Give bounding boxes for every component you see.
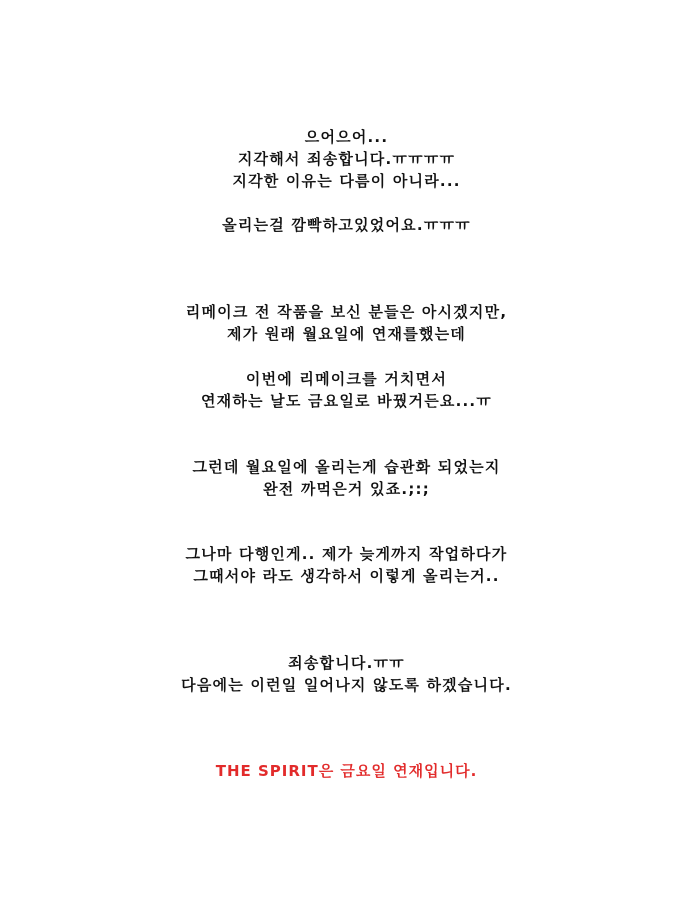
release-day-notice (0, 760, 693, 782)
text-line: 리메이크 전 작품을 보신 분들은 아시겠지만, (185, 303, 508, 321)
paragraph-late-upload (0, 543, 693, 587)
text-line: 제가 원래 월요일에 연재를했는데 (227, 325, 466, 343)
text-line: 올리는걸 깜빡하고있었어요.ㅠㅠㅠ (222, 216, 471, 234)
paragraph-forgot-upload (0, 214, 693, 236)
text-line: 지각해서 죄송합니다.ㅠㅠㅠㅠ (237, 150, 456, 168)
text-line: 완전 까먹은거 있죠.;:; (263, 480, 430, 498)
text-line: 연재하는 날도 금요일로 바꿨거든요...ㅠ (200, 392, 492, 410)
text-line: 죄송합니다.ㅠㅠ (288, 654, 405, 672)
paragraph-schedule-change (0, 368, 693, 412)
text-line: 그런데 월요일에 올리는게 습관화 되었는지 (192, 458, 501, 476)
text-line: 다음에는 이런일 일어나지 않도록 하겠습니다. (181, 676, 512, 694)
paragraph-habit (0, 456, 693, 500)
notice-text: THE SPIRIT은 금요일 연재입니다. (215, 762, 478, 780)
text-line: 지각한 이유는 다름이 아니라... (232, 172, 461, 190)
paragraph-apology-intro (0, 126, 693, 192)
text-line: 그때서야 라도 생각하서 이렇게 올리는거.. (193, 567, 500, 585)
paragraph-previous-schedule (0, 301, 693, 345)
text-line: 이번에 리메이크를 거치면서 (245, 370, 448, 388)
paragraph-closing-apology (0, 652, 693, 696)
text-line: 으어으어... (304, 128, 389, 146)
text-line: 그나마 다행인게.. 제가 늦게까지 작업하다가 (185, 545, 508, 563)
